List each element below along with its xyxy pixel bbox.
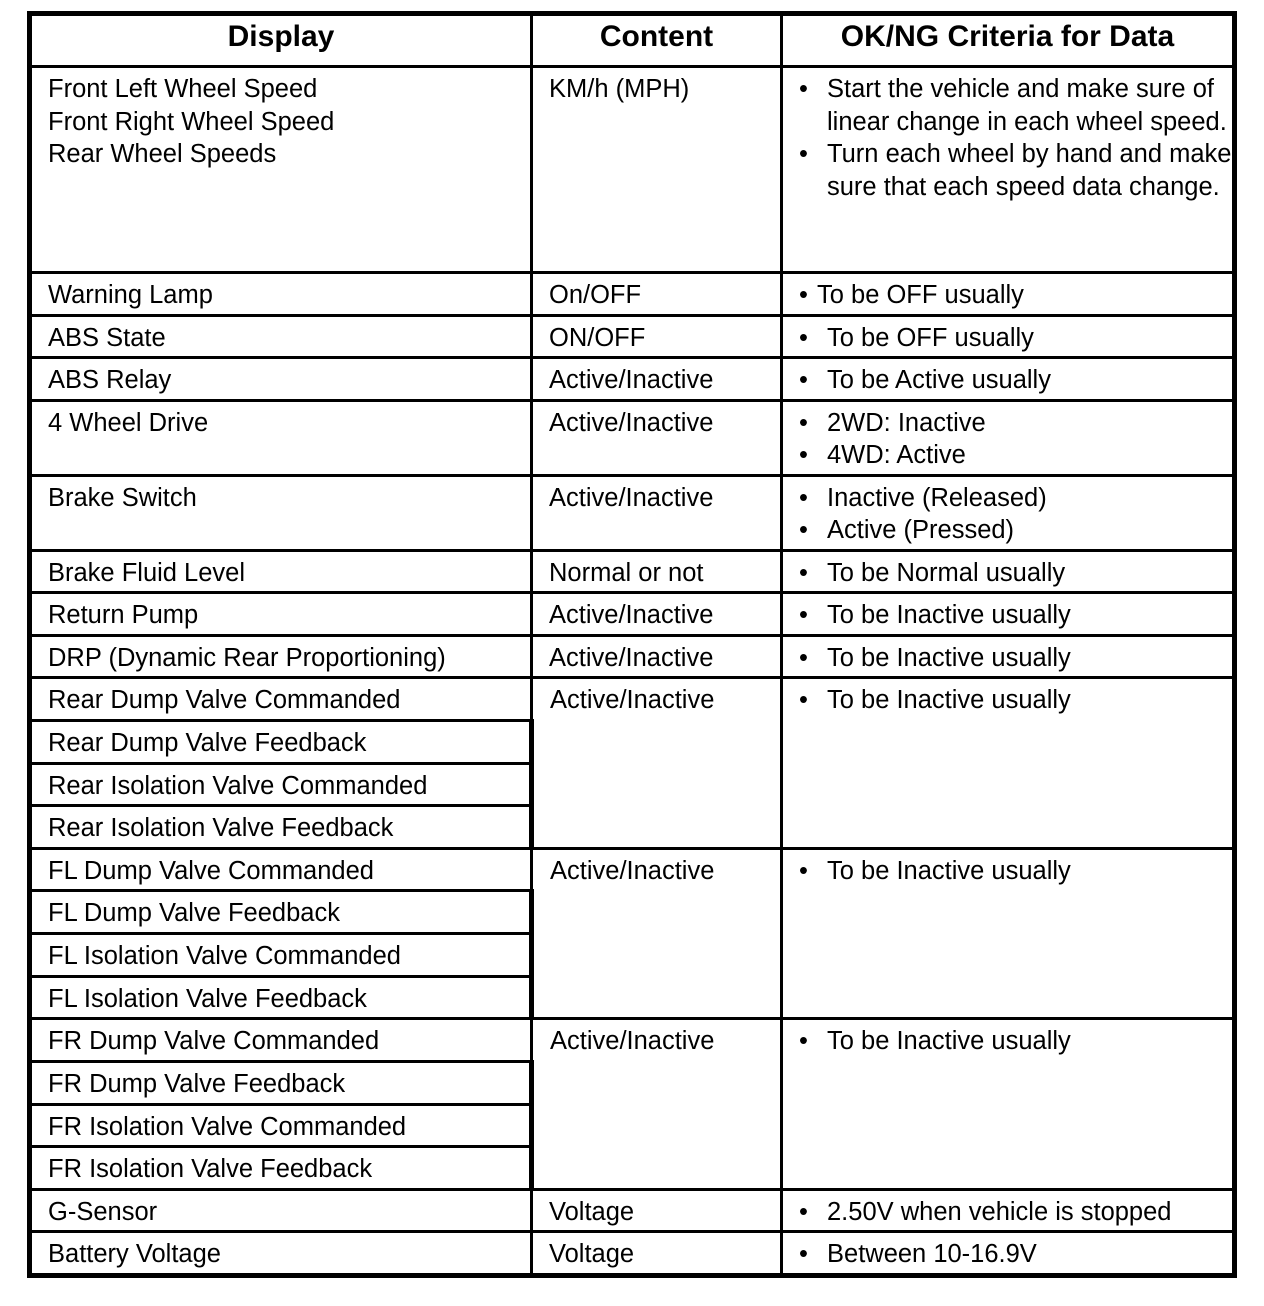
content-cell: Active/Inactive: [532, 475, 782, 550]
criteria-cell: [782, 550, 1235, 593]
content-cell: Normal or not: [532, 550, 782, 593]
display-item: Rear Wheel Speeds: [48, 140, 277, 168]
criteria-item: • To be Inactive usually: [799, 599, 1232, 632]
table-row: [30, 1189, 1235, 1232]
display-cell: FL Isolation Valve Feedback: [30, 976, 532, 1019]
table-row: [30, 358, 1235, 401]
display-cell: Rear Dump Valve Commanded: [30, 678, 532, 721]
display-cell: Return Pump: [30, 593, 532, 636]
display-cell: 4 Wheel Drive: [30, 400, 532, 475]
criteria-item: • 2WD: Inactive: [799, 407, 1232, 440]
content-cell: Voltage: [532, 1189, 782, 1232]
criteria-item: • Turn each wheel by hand and make sure that each speed data change.: [799, 138, 1232, 203]
criteria-cell: [782, 848, 1235, 1019]
display-cell: Rear Isolation Valve Feedback: [30, 806, 532, 849]
display-cell: [30, 67, 532, 273]
table-row: [30, 400, 1235, 475]
table-row: [30, 315, 1235, 358]
criteria-item: • To be Inactive usually: [799, 684, 1232, 717]
criteria-item: • To be Inactive usually: [799, 855, 1232, 888]
criteria-item: • To be Normal usually: [799, 557, 1232, 590]
criteria-cell: [782, 475, 1235, 550]
criteria-item: • Between 10-16.9V: [799, 1238, 1232, 1271]
display-cell: Rear Dump Valve Feedback: [30, 720, 532, 763]
table-row: [30, 550, 1235, 593]
display-cell: FR Dump Valve Feedback: [30, 1061, 532, 1104]
display-cell: FR Isolation Valve Feedback: [30, 1147, 532, 1190]
display-cell: Brake Fluid Level: [30, 550, 532, 593]
table-row: [30, 475, 1235, 550]
display-item: Front Right Wheel Speed: [48, 107, 335, 136]
content-cell: Active/Inactive: [532, 593, 782, 636]
display-cell: Rear Isolation Valve Commanded: [30, 763, 532, 806]
criteria-cell: [782, 273, 1235, 316]
table-row: [30, 273, 1235, 316]
criteria-item: • To be Active usually: [799, 364, 1232, 397]
data-criteria-table: [27, 11, 1237, 1278]
table-row: [30, 1232, 1235, 1276]
content-cell: On/OFF: [532, 273, 782, 316]
header-criteria: OK/NG Criteria for Data: [782, 14, 1235, 67]
content-cell: Active/Inactive: [532, 358, 782, 401]
criteria-item: • 2.50V when vehicle is stopped: [799, 1196, 1232, 1229]
table-row: [30, 635, 1235, 678]
criteria-cell: [782, 400, 1235, 475]
table-row: [30, 593, 1235, 636]
table-row: [30, 848, 1235, 891]
criteria-cell: [782, 678, 1235, 849]
content-cell: Active/Inactive: [532, 848, 782, 1019]
criteria-item: • Inactive (Released): [799, 482, 1232, 515]
criteria-item: • To be OFF usually: [799, 322, 1232, 355]
content-cell: Active/Inactive: [532, 678, 782, 849]
criteria-item: • To be OFF usually: [799, 279, 1232, 312]
display-cell: Battery Voltage: [30, 1232, 532, 1276]
display-cell: FL Dump Valve Feedback: [30, 891, 532, 934]
content-cell: Active/Inactive: [532, 400, 782, 475]
criteria-item: • Start the vehicle and make sure of linear change in each wheel speed.: [799, 73, 1232, 138]
display-cell: FL Isolation Valve Commanded: [30, 934, 532, 977]
content-cell: ON/OFF: [532, 315, 782, 358]
criteria-item: • To be Inactive usually: [799, 1025, 1232, 1058]
criteria-item: • Active (Pressed): [799, 514, 1232, 547]
criteria-cell: [782, 593, 1235, 636]
display-cell: FL Dump Valve Commanded: [30, 848, 532, 891]
content-cell: Voltage: [532, 1232, 782, 1276]
criteria-cell: [782, 1232, 1235, 1276]
display-cell: DRP (Dynamic Rear Proportioning): [30, 635, 532, 678]
display-cell: Brake Switch: [30, 475, 532, 550]
criteria-cell: [782, 635, 1235, 678]
table-row: [30, 678, 1235, 721]
criteria-cell: [782, 315, 1235, 358]
criteria-cell: [782, 1019, 1235, 1190]
header-display: Display: [30, 14, 532, 67]
header-row: [30, 14, 1235, 67]
content-cell: Active/Inactive: [532, 1019, 782, 1190]
criteria-cell: [782, 1189, 1235, 1232]
display-cell: FR Isolation Valve Commanded: [30, 1104, 532, 1147]
criteria-cell: [782, 358, 1235, 401]
display-cell: Warning Lamp: [30, 273, 532, 316]
header-content: Content: [532, 14, 782, 67]
criteria-item: • 4WD: Active: [799, 439, 1232, 472]
table-row: [30, 1019, 1235, 1062]
criteria-item: • To be Inactive usually: [799, 642, 1232, 675]
display-cell: ABS State: [30, 315, 532, 358]
content-cell: KM/h (MPH): [532, 67, 782, 273]
display-cell: ABS Relay: [30, 358, 532, 401]
display-cell: G-Sensor: [30, 1189, 532, 1232]
display-item: Front Left Wheel Speed: [48, 75, 318, 103]
criteria-cell: [782, 67, 1235, 273]
table-row: [30, 67, 1235, 273]
display-cell: FR Dump Valve Commanded: [30, 1019, 532, 1062]
content-cell: Active/Inactive: [532, 635, 782, 678]
